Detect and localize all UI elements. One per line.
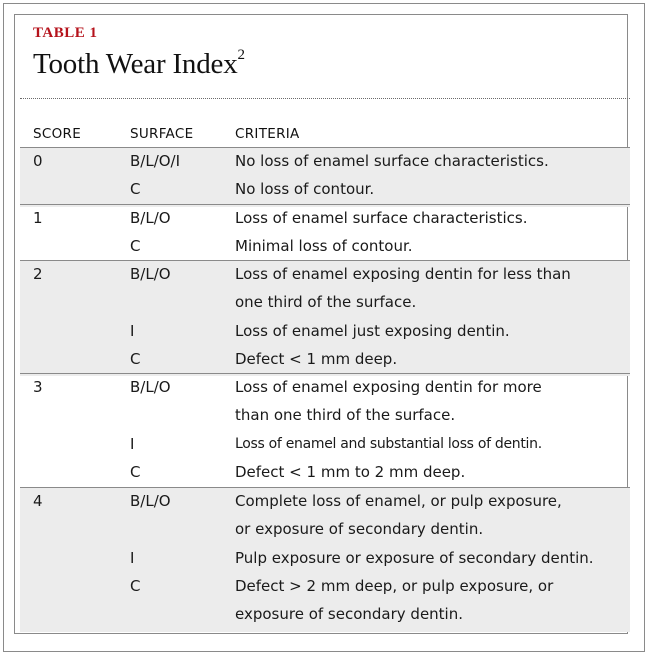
table-row: [20, 346, 630, 374]
table-row: [20, 402, 630, 430]
criteria-cell: Loss of enamel exposing dentin for less than: [235, 265, 571, 283]
score-cell: 0: [33, 152, 43, 170]
header-score: SCORE: [33, 126, 82, 142]
criteria-cell: Loss of enamel exposing dentin for more: [235, 378, 542, 396]
table-row: [20, 176, 630, 204]
surface-cell: C: [130, 462, 141, 481]
table-label: TABLE 1: [33, 25, 98, 41]
criteria-cell: Loss of enamel surface characteristics.: [235, 209, 528, 227]
table-row: [20, 261, 630, 289]
table-row: [20, 516, 630, 544]
surface-cell: I: [130, 548, 135, 567]
score-group-4: [20, 488, 630, 632]
criteria-cell: than one third of the surface.: [235, 406, 456, 425]
surface-cell: B/L/O: [130, 378, 171, 396]
score-group-3: [20, 374, 630, 489]
criteria-cell: No loss of enamel surface characteristics.: [235, 152, 549, 170]
score-cell: 1: [33, 209, 43, 227]
criteria-cell: or exposure of secondary dentin.: [235, 520, 484, 539]
table-row: [20, 233, 630, 261]
table-row: [20, 431, 630, 459]
header-surface: SURFACE: [130, 126, 194, 142]
score-group-1: [20, 205, 630, 264]
dotted-divider: [20, 98, 630, 99]
surface-cell: C: [130, 576, 141, 595]
criteria-cell: Defect > 2 mm deep, or pulp exposure, or: [235, 576, 554, 595]
surface-cell: B/L/O: [130, 265, 171, 283]
table-row: [20, 205, 630, 233]
criteria-cell: Loss of enamel just exposing dentin.: [235, 321, 510, 340]
surface-cell: B/L/O/I: [130, 152, 181, 170]
score-group-0: [20, 148, 630, 207]
surface-cell: I: [130, 434, 135, 453]
table-row: [20, 289, 630, 317]
table-row: [20, 573, 630, 601]
score-group-2: [20, 261, 630, 376]
table-row: [20, 601, 630, 629]
table-row: [20, 148, 630, 176]
criteria-cell: Minimal loss of contour.: [235, 237, 413, 256]
surface-cell: C: [130, 349, 141, 368]
criteria-cell: Complete loss of enamel, or pulp exposure,: [235, 492, 562, 510]
score-cell: 4: [33, 492, 43, 510]
header-criteria: CRITERIA: [235, 126, 300, 142]
title-text: Tooth Wear Index: [33, 48, 238, 80]
criteria-cell: Pulp exposure or exposure of secondary dentin.: [235, 548, 594, 567]
table-row: [20, 459, 630, 487]
surface-cell: B/L/O: [130, 209, 171, 227]
header-underline: [20, 147, 630, 148]
table-title: [33, 48, 245, 81]
criteria-cell: one third of the surface.: [235, 293, 417, 312]
criteria-cell: Loss of enamel and substantial loss of dentin.: [235, 435, 542, 452]
title-superscript: 2: [237, 47, 245, 64]
table-row: [20, 545, 630, 573]
criteria-cell: No loss of contour.: [235, 180, 375, 199]
criteria-cell: Defect < 1 mm deep.: [235, 349, 398, 368]
table-row: [20, 374, 630, 402]
surface-cell: B/L/O: [130, 492, 171, 510]
criteria-cell: exposure of secondary dentin.: [235, 605, 464, 624]
criteria-cell: Defect < 1 mm to 2 mm deep.: [235, 462, 466, 481]
surface-cell: C: [130, 180, 141, 199]
surface-cell: I: [130, 321, 135, 340]
surface-cell: C: [130, 237, 141, 256]
score-cell: 2: [33, 265, 43, 283]
score-cell: 3: [33, 378, 43, 396]
table-row: [20, 488, 630, 516]
table-row: [20, 318, 630, 346]
